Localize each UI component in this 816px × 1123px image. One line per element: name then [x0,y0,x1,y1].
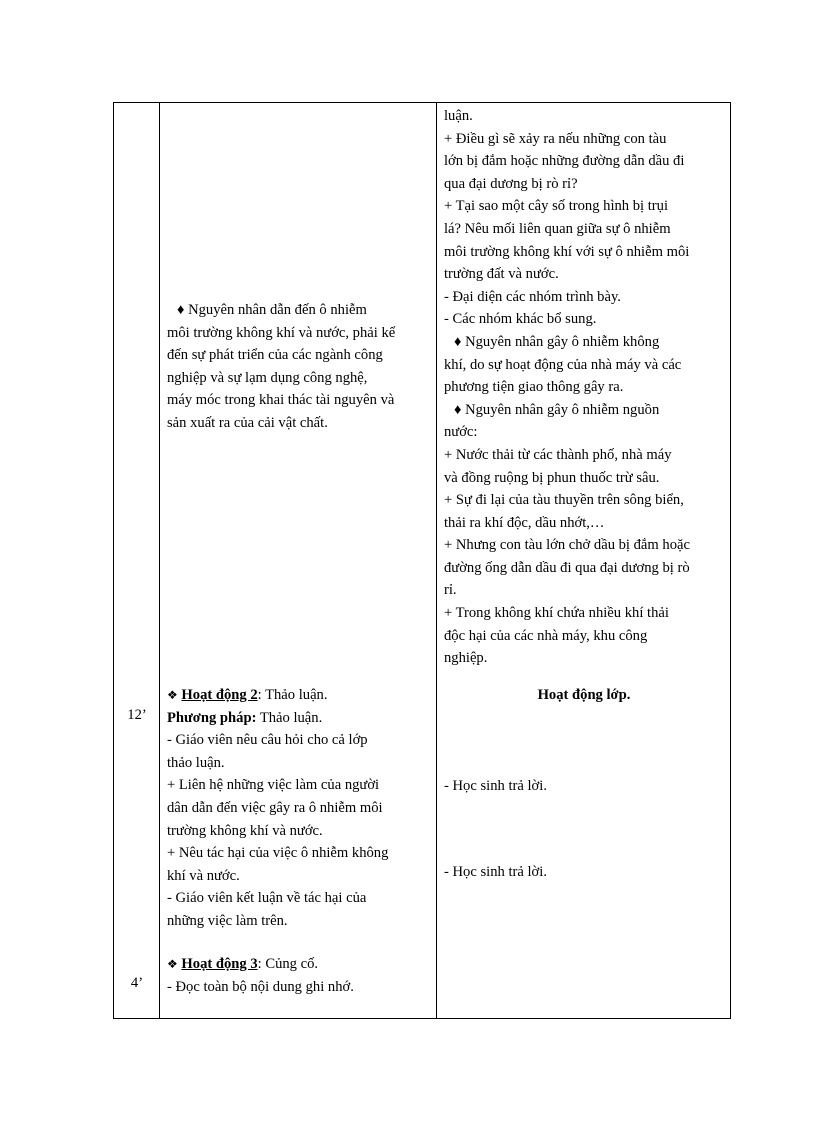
right-line: + Sự đi lại của tàu thuyền trên sông biển, [444,492,684,509]
activity-2-line: thảo luận. [167,754,225,771]
right-line: luận. [444,108,473,124]
column-divider-2 [436,103,437,1018]
right-line: nghiệp. [444,650,488,667]
right-line: + Điều gì sẽ xảy ra nếu những con tàu [444,130,667,147]
activity-2-line: những việc làm trên. [167,912,288,929]
activity-3-subtitle: : Củng cố. [257,956,319,972]
class-activity-heading: Hoạt động lớp. [537,687,631,703]
right-line: + Nước thải từ các thành phố, nhà máy [444,446,672,463]
time-12: 12’ [127,707,147,723]
activity-2-line: - Giáo viên kết luận về tác hại của [167,890,367,907]
right-line: rỉ. [444,582,457,599]
activity-2-line: + Liên hệ những việc làm của người [167,777,380,794]
cause-line: nghiệp và sự lạm dụng công nghệ, [167,369,368,386]
activity-3-block [167,953,429,998]
right-line: thải ra khí độc, dầu nhớt,… [444,514,605,531]
right-line: qua đại dương bị rò rỉ? [444,175,578,192]
activity-2-subtitle: : Thảo luận. [257,687,328,703]
right-line: và đồng ruộng bị phun thuốc trừ sâu. [444,469,660,486]
method-label: Phương pháp: [167,709,257,726]
lesson-table [113,102,731,1019]
cause-line: máy móc trong khai thác tài nguyên và [167,392,395,409]
cause-line: môi trường không khí và nước, phải kể [167,324,396,341]
activity-2-line: khí và nước. [167,867,240,884]
right-line: - Các nhóm khác bổ sung. [444,311,597,328]
method-value: Thảo luận. [256,709,323,726]
right-line: khí, do sự hoạt động của nhà máy và các [444,356,682,373]
cause-line: đến sự phát triển của các ngành công [167,347,383,364]
cause-paragraph [167,299,429,435]
activity-2-title: Hoạt động 2 [181,687,258,703]
activity-2-line: - Giáo viên nêu câu hỏi cho cả lớp [167,732,368,749]
right-line: + Nhưng con tàu lớn chở dầu bị đắm hoặc [444,537,690,554]
right-line: ♦ Nguyên nhân gây ô nhiễm không [454,333,660,350]
activity-3-title: Hoạt động 3 [181,956,258,972]
activity-2-line: trường không khí và nước. [167,822,323,839]
activity-2-line: dân dẫn đến việc gây ra ô nhiễm môi [167,799,383,816]
cause-line: sản xuất ra của cải vật chất. [167,414,328,431]
student-answer-1: - Học sinh trả lời. [444,778,547,794]
right-line: môi trường không khí với sự ô nhiễm môi [444,243,690,260]
right-line: lá? Nêu mối liên quan giữa sự ô nhiễm [444,220,671,237]
activity-2-block [167,684,429,933]
right-line: phương tiện giao thông gây ra. [444,379,624,396]
right-line: lớn bị đắm hoặc những đường dẫn dầu đi [444,153,685,170]
right-line: + Trong không khí chứa nhiều khí thải [444,605,669,622]
right-line: - Đại diện các nhóm trình bày. [444,288,621,305]
student-activity-top [444,105,724,670]
activity-3-line: - Đọc toàn bộ nội dung ghi nhớ. [167,978,354,995]
right-line: + Tại sao một cây số trong hình bị trụi [444,198,669,215]
right-line: độc hại của các nhà máy, khu công [444,627,648,644]
right-line: ♦ Nguyên nhân gây ô nhiễm nguồn [454,401,660,418]
right-line: trường đất và nước. [444,266,559,283]
right-line: đường ống dẫn dầu đi qua đại dương bị rò [444,559,690,576]
column-divider-1 [159,103,160,1018]
activity-bullet-icon: ❖ [167,957,178,971]
time-4: 4’ [130,975,144,991]
cause-line: ♦ Nguyên nhân dẫn đến ô nhiễm [177,302,367,318]
activity-bullet-icon: ❖ [167,688,178,702]
right-line: nước: [444,424,478,441]
activity-2-line: + Nêu tác hại của việc ô nhiễm không [167,845,389,862]
student-answer-2: - Học sinh trả lời. [444,864,547,880]
